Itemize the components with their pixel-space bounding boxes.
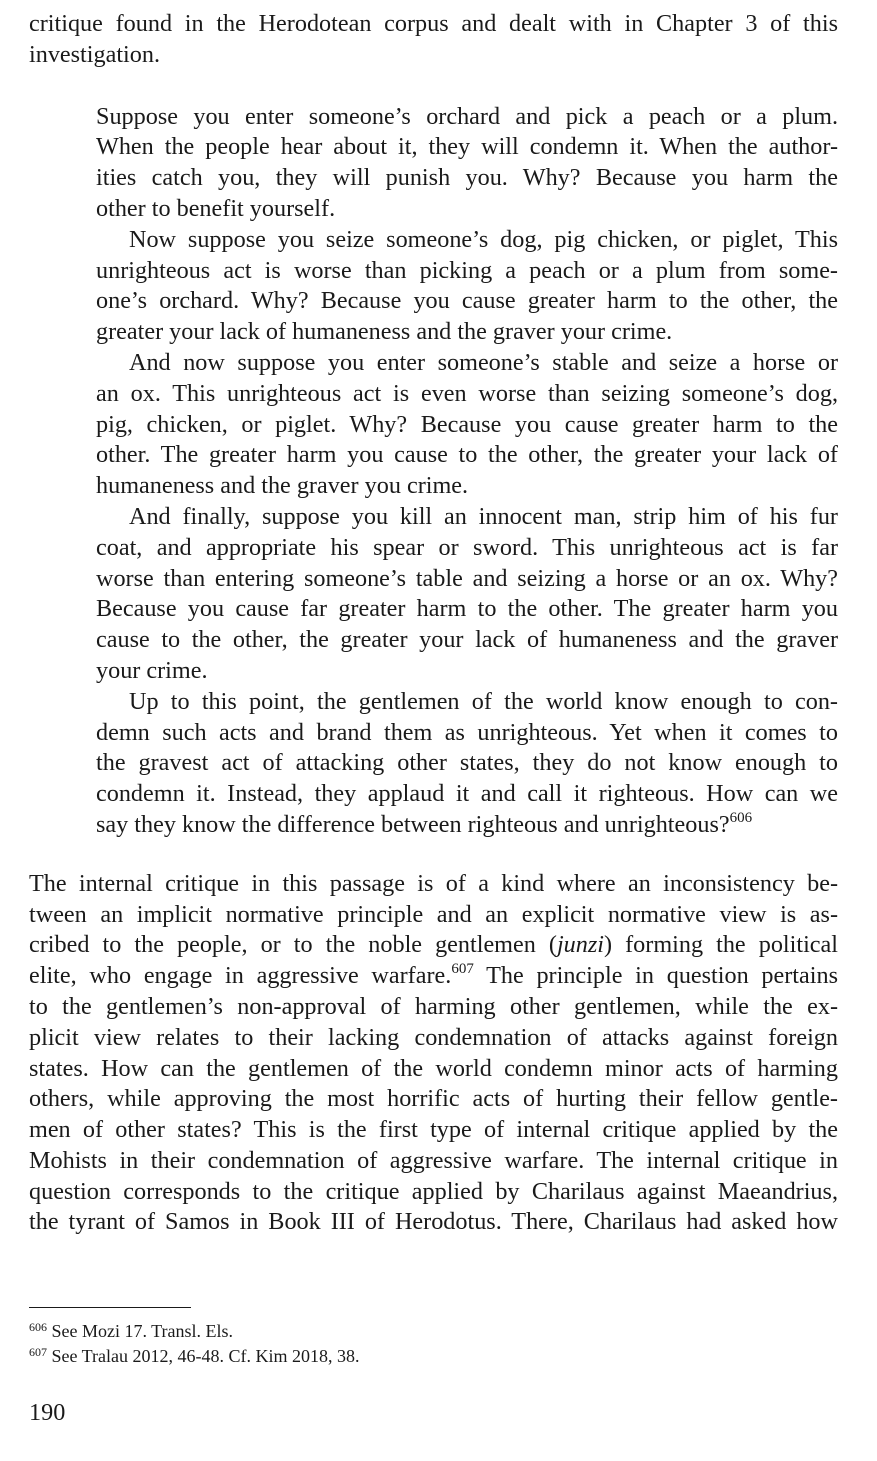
text-line: other to benefit yourself. <box>96 194 336 222</box>
quote-paragraph-3 <box>96 348 838 502</box>
text-line: tween an implicit normative principle and an explicit normative view is as- <box>29 900 838 928</box>
text-line: condemn it. Instead, they applaud it and call it righteous. How can we <box>96 780 838 808</box>
text-line: humaneness and the graver you crime. <box>96 472 469 500</box>
footnote-divider <box>29 1307 191 1308</box>
footnote-ref-606[interactable]: 606 <box>729 809 753 826</box>
text-line: to the gentlemen’s non-approval of harming other gentlemen, while the ex- <box>29 992 838 1020</box>
footnote-text: See Tralau 2012, 46-48. Cf. Kim 2018, 38. <box>47 1346 360 1366</box>
text-line: the tyrant of Samos in Book III of Herodotus. There, Charilaus had asked how <box>29 1208 838 1236</box>
text-line: an ox. This unrighteous act is even worse than seizing someone’s dog, <box>96 379 838 407</box>
footnote-text: See Mozi 17. Transl. Els. <box>47 1321 234 1341</box>
text-line: men of other states? This is the first type of internal critique applied by the <box>29 1116 838 1144</box>
text-line <box>29 961 838 992</box>
text-line: Suppose you enter someone’s orchard and pick a peach or a plum. <box>96 102 838 130</box>
quote-paragraph-4 <box>96 502 838 687</box>
text-line: greater your lack of humaneness and the graver your crime. <box>96 318 673 346</box>
page-body <box>29 9 838 1238</box>
text-line: question corresponds to the critique applied by Charilaus against Maeandrius, <box>29 1177 838 1205</box>
footnotes <box>29 1307 838 1369</box>
block-quote <box>96 102 838 841</box>
text-line: unrighteous act is worse than picking a peach or a plum from some- <box>96 256 838 284</box>
text-line: coat, and appropriate his spear or sword. This unrighteous act is far <box>96 533 838 561</box>
text-line: plicit view relates to their lacking condemnation of attacks against foreign <box>29 1023 838 1051</box>
text-line: one’s orchard. Why? Because you cause greater harm to the other, the <box>96 287 838 315</box>
text-segment: say they know the difference between righteous and unrighteous? <box>96 810 730 838</box>
text-line: Up to this point, the gentlemen of the world know enough to con- <box>129 687 838 715</box>
text-line: ities catch you, they will punish you. Why? Because you harm the <box>96 164 838 192</box>
text-line: other. The greater harm you cause to the other, the greater your lack of <box>96 441 838 469</box>
text-line: states. How can the gentlemen of the world condemn minor acts of harming <box>29 1054 838 1082</box>
text-line: And finally, suppose you kill an innocent man, strip him of his fur <box>129 502 838 530</box>
text-line: Mohists in their condemnation of aggressive warfare. The internal critique in <box>29 1146 838 1174</box>
text-line: investigation. <box>29 40 160 68</box>
text-line <box>29 930 838 961</box>
text-line: pig, chicken, or piglet. Why? Because you cause greater harm to the <box>96 410 838 438</box>
quote-paragraph-1 <box>96 102 838 225</box>
intro-paragraph <box>29 9 838 71</box>
quote-paragraph-5 <box>96 687 838 841</box>
footnote-number: 606 <box>29 1320 47 1334</box>
text-line: And now suppose you enter someone’s stable and seize a horse or <box>129 348 838 376</box>
text-line: The internal critique in this passage is of a kind where an inconsistency be- <box>29 869 838 897</box>
text-line: Now suppose you seize someone’s dog, pig chicken, or piglet, This <box>129 225 838 253</box>
text-line: the gravest act of attacking other states, they do not know enough to <box>96 749 838 777</box>
text-line: demn such acts and brand them as unrighteous. Yet when it comes to <box>96 718 838 746</box>
page-number: 190 <box>29 1399 66 1426</box>
text-line <box>96 810 838 841</box>
footnote-607 <box>29 1344 838 1369</box>
text-line: When the people hear about it, they will condemn it. When the author- <box>96 133 838 161</box>
italic-term: junzi <box>556 931 604 959</box>
text-line: critique found in the Herodotean corpus and dealt with in Chapter 3 of this <box>29 10 838 37</box>
footnote-ref-607[interactable]: 607 <box>451 961 474 978</box>
text-line: your crime. <box>96 656 208 684</box>
footnote-606 <box>29 1319 838 1344</box>
body-paragraph <box>29 869 838 1239</box>
text-line: cause to the other, the greater your lack of humaneness and the graver <box>96 626 838 654</box>
text-segment: cribed to the people, or to the noble gentlemen ( <box>29 931 557 959</box>
text-line: others, while approving the most horrific acts of hurting their fellow gentle- <box>29 1085 838 1113</box>
text-segment: The principle in question pertains <box>473 962 838 990</box>
text-segment: elite, who engage in aggressive warfare. <box>29 962 452 990</box>
text-line: worse than entering someone’s table and seizing a horse or an ox. Why? <box>96 564 838 592</box>
text-line: Because you cause far greater harm to the other. The greater harm you <box>96 595 838 623</box>
text-segment: ) forming the political <box>604 931 838 959</box>
quote-paragraph-2 <box>96 225 838 348</box>
footnote-number: 607 <box>29 1345 47 1359</box>
